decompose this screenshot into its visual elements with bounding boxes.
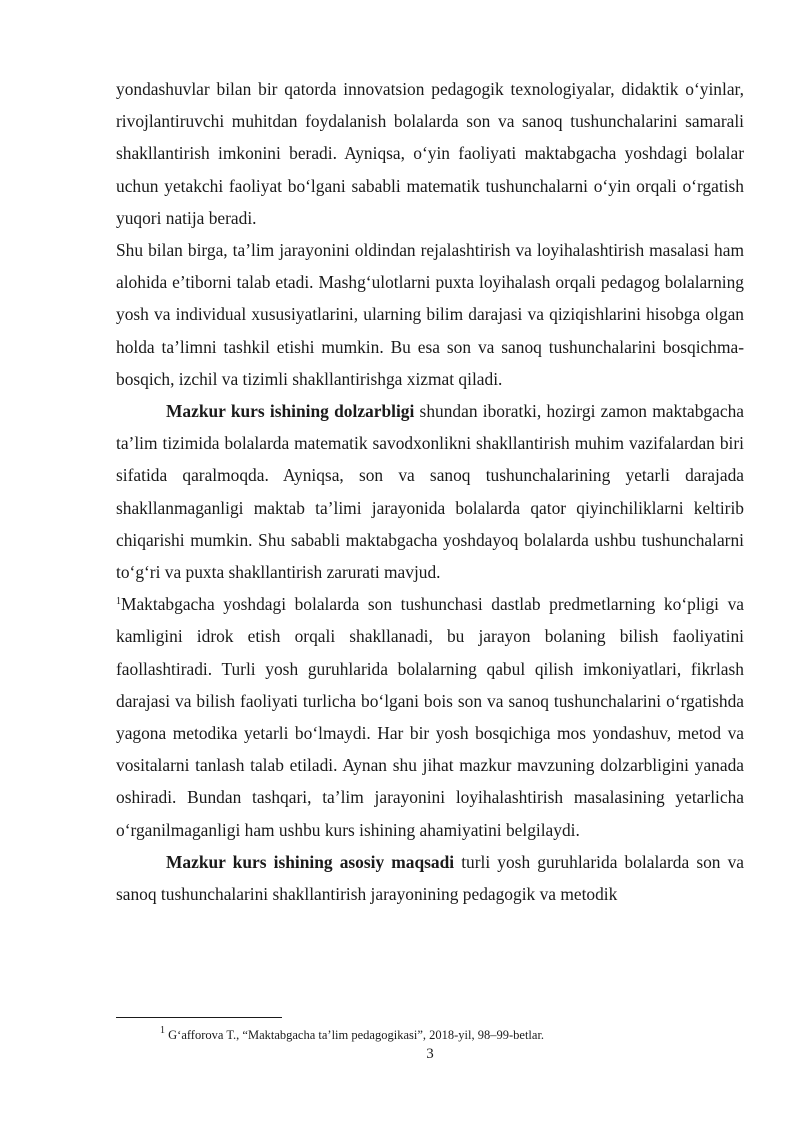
paragraph-goal (116, 846, 744, 910)
paragraph-2: Shu bilan birga, ta’lim jarayonini oldindan rejalashtirish va loyihalashtirish masalasi ham alohida e’tiborni talab etadi. Mashg‘ulotlarni puxta loyihalash orqali pedagog bolalarning yosh va individual xususiyatlarini, ularning bilim darajasi va qiziqishlarini hisobga olgan holda ta’limni tashkil etishi mumkin. Bu esa son va sanoq tushunchalarini bosqichma-bosqich, izchil va tizimli shakllantirishga xizmat qiladi. (116, 240, 744, 389)
footnote-text: G‘afforova T., “Maktabgacha ta’lim pedagogikasi”, 2018-yil, 98–99-betlar. (165, 1028, 545, 1042)
relevance-text: shundan iboratki, hozirgi zamon maktabgacha ta’lim tizimida bolalarda matematik savodxonlikni shakllantirish muhim vazifalardan biri sifatida qaralmoqda. Ayniqsa, son va sanoq tushunchalarining yetarli darajada shakllanmaganligi maktab ta’limi jarayonida bolalarda qator qiyinchiliklarni keltirib chiqarishi mumkin. Shu sababli maktabgacha yoshdayoq bolalarda ushbu tushunchalarni to‘g‘ri va puxta shakllantirish zarurati mavjud. (116, 401, 744, 583)
footnote-divider (116, 1017, 282, 1018)
goal-text: turli yosh guruhlarida bolalarda son va sanoq tushunchalarini shakllantirish jarayonining pedagogik va metodik (116, 851, 745, 905)
paragraph-1: yondashuvlar bilan bir qatorda innovatsion pedagogik texnologiyalar, didaktik o‘yinlar, rivojlantiruvchi muhitdan foydalanish bolalarda son va sanoq tushunchalarini samarali shakllantirish imkonini beradi. Ayniqsa, o‘yin faoliyati maktabgacha yoshdagi bolalar uchun yetakchi faoliyat bo‘lgani sababli matematik tushunchalarni o‘yin orqali o‘rgatish yuqori natija beradi. (116, 79, 744, 228)
footnote-number: 1 (160, 1025, 165, 1036)
goal-heading: Mazkur kurs ishining asosiy maqsadi (166, 851, 455, 872)
footnote-reference[interactable]: 1 (116, 596, 121, 608)
paragraph-footnoted (116, 588, 744, 846)
footnoted-text: Maktabgacha yoshdagi bolalarda son tushunchasi dastlab predmetlarning ko‘pligi va kamligini idrok etish orqali shakllanadi, bu jarayon bolaning bilish faoliyatini faollashtiradi. Turli yosh guruhlarida bolalarning qabul qilish imkoniyatlari, fikrlash darajasi va bilish faoliyati turlicha bo‘lgani bois son va sanoq tushunchalarini o‘rgatishda yagona metodika yetarli bo‘lmaydi. Har bir yosh bosqichiga mos yondashuv, metod va vositalarni tanlash talab etiladi. Aynan shu jihat mazkur mavzuning dolzarbligini yanada oshiradi. Bundan tashqari, ta’lim jarayonini loyihalashtirish masalasining yetarlicha o‘rganilmaganligi ham ushbu kurs ishining ahamiyatini belgilaydi. (116, 594, 744, 840)
relevance-heading: Mazkur kurs ishining dolzarbligi (166, 401, 415, 422)
paragraph-relevance (116, 395, 744, 588)
body-text (116, 73, 744, 910)
footnote (160, 1027, 760, 1043)
page-number: 3 (426, 1046, 434, 1062)
